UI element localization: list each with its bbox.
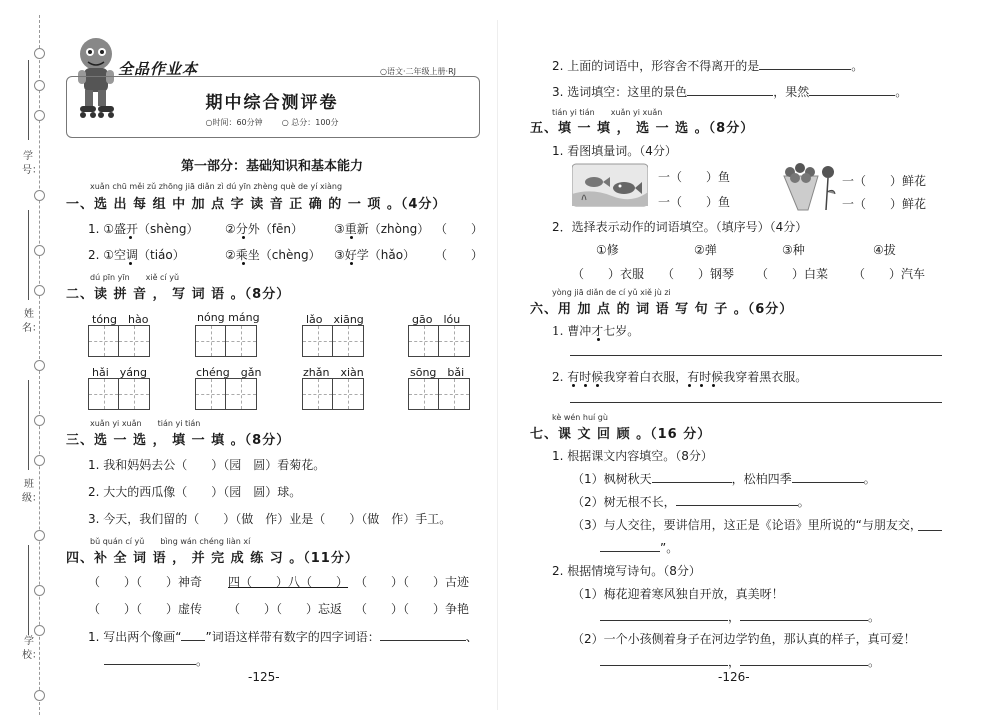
answer-blank[interactable] [918, 530, 942, 531]
grid-pinyin: lǎo xiāng [306, 313, 364, 326]
s4-q3 [552, 83, 907, 100]
s5-blank-2: （ ）钢琴 [662, 267, 735, 281]
binding-hole [34, 190, 45, 201]
binding-hole [34, 455, 45, 466]
s4-q3-text: 3. 选词填空：这里的景色 [552, 85, 688, 99]
binding-hole [34, 80, 45, 91]
writing-grid[interactable] [408, 325, 470, 357]
emphasis-dot [596, 384, 599, 387]
writing-grid[interactable] [302, 325, 364, 357]
grid-pinyin: hǎi yáng [92, 366, 147, 379]
s1-q2-opt1: 2. ①空调（tiáo） [88, 248, 185, 262]
s7-q1-3-end: ”。 [660, 541, 679, 555]
section1-pinyin: xuǎn chū měi zǔ zhōng jiā diǎn zì dú yīn zhèng què de yí xiàng [90, 182, 343, 191]
section5-pinyin: tián yi tián xuǎn yi xuǎn [552, 108, 663, 117]
s4-idiom-5: （ ）（ ）忘返 [228, 602, 343, 616]
s4-q1 [88, 628, 478, 645]
s1-q1-opt3: ③重新（zhòng） [334, 222, 430, 236]
binding-hole [34, 360, 45, 371]
school-label: 学 校： [22, 636, 42, 661]
writing-grid[interactable] [88, 325, 150, 357]
s3-q1: 1. 我和妈妈去公（ ）（园 圆）看菊花。 [88, 458, 326, 472]
s4-idiom-4: （ ）（ ）虚传 [88, 602, 203, 616]
s7-q1-3-cont [600, 539, 678, 556]
answer-blank[interactable] [380, 628, 466, 641]
s5-blank-4: （ ）汽车 [853, 267, 926, 281]
s1-q1-opt2: ②分外（fēn） [225, 222, 303, 236]
section4-title: 四、补 全 词 语 ， 并 完 成 练 习 。（11分） [66, 551, 359, 566]
fish-picture-icon [572, 160, 648, 208]
s4-q3-end: 。 [895, 85, 908, 99]
emphasis-dot [584, 384, 587, 387]
section3-title: 三、选 一 选 ， 填 一 填 。（8分） [66, 433, 291, 448]
emphasis-dot [700, 384, 703, 387]
answer-blank[interactable] [687, 83, 773, 96]
s7-q2-1-answer [600, 608, 880, 625]
emphasis-dot [572, 384, 575, 387]
s7-q1-2-b: 。 [797, 495, 810, 509]
writing-grid[interactable] [88, 378, 150, 410]
section2-title: 二、读 拼 音 ， 写 词 语 。（8分） [66, 287, 291, 302]
writing-grid[interactable] [195, 378, 257, 410]
s5-fish-1: 一（ ）鱼 [658, 170, 731, 184]
exam-score: ○ 总分：100分 [281, 118, 339, 127]
s5-option-3: ③种 [782, 243, 805, 257]
exam-title: 期中综合测评卷 [205, 93, 339, 113]
s3-q2: 2. 大大的西瓜像（ ）（园 圆）球。 [88, 485, 302, 499]
answer-blank[interactable] [740, 653, 868, 666]
emphasis-dot [129, 236, 132, 239]
flower-bouquet-icon [778, 160, 838, 212]
answer-blank[interactable] [740, 608, 868, 621]
exam-meta [66, 117, 478, 128]
binding-hole [34, 690, 45, 701]
s5-q2: 2．选择表示动作的词语填空。（填序号）（4分） [552, 220, 808, 234]
section1-title: 一、选 出 每 组 中 加 点 字 读 音 正 确 的 一 项 。（4分） [66, 197, 447, 212]
answer-blank[interactable] [600, 653, 728, 666]
section6-title: 六、用 加 点 的 词 语 写 句 子 。（6分） [530, 302, 794, 317]
section4-pinyin: bǔ quán cí yǔ bìng wán chéng liàn xí [90, 537, 251, 546]
s4-q1-text-a: 1. 写出两个像画“ [88, 630, 182, 644]
s5-flower-2: 一（ ）鲜花 [842, 197, 927, 211]
s5-option-4: ④拔 [873, 243, 896, 257]
s6-q1: 1. 曹冲才七岁。 [552, 324, 640, 338]
answer-blank[interactable] [600, 608, 728, 621]
binding-rule [28, 380, 29, 470]
emphasis-dot [242, 262, 245, 265]
name-label: 姓 名： [22, 309, 42, 334]
s7-q1-2-a: （2）树无根不长， [572, 495, 676, 509]
s4-idiom-3: （ ）（ ）古迹 [355, 575, 470, 589]
emphasis-dot [350, 262, 353, 265]
brand-name: 全品作业本 [118, 60, 199, 78]
s4-q2-text: 2. 上面的词语中，形容舍不得离开的是 [552, 59, 760, 73]
section5-title: 五、填 一 填 ， 选 一 选 。（8分） [530, 121, 755, 136]
page-number-right: -126- [718, 670, 750, 684]
student-no-label: 学 号： [22, 151, 42, 176]
s4-q1-end: 。 [196, 654, 209, 668]
section6-pinyin: yòng jiā diǎn de cí yǔ xiě jù zi [552, 288, 671, 297]
s4-q2-end: 。 [851, 59, 864, 73]
s7-q2-2-answer [600, 653, 880, 670]
s1-q2-answer: （ ） [435, 248, 484, 262]
section3-pinyin: xuǎn yi xuǎn tián yi tián [90, 419, 201, 428]
emphasis-dot [350, 236, 353, 239]
s4-q1-sep: 、 [465, 630, 478, 644]
part-one-title: 第一部分：基础知识和基本能力 [180, 159, 363, 174]
binding-hole [34, 110, 45, 121]
section7-pinyin: kè wén huí gù [552, 413, 608, 422]
comma: ， [728, 610, 741, 624]
writing-grid[interactable] [302, 378, 364, 410]
s6-q2: 2. 有时候我穿着白衣服，有时候我穿着黑衣服。 [552, 370, 808, 384]
page-divider [497, 20, 498, 710]
s5-q1: 1. 看图填量词。（4分） [552, 144, 677, 158]
answer-blank[interactable] [792, 470, 864, 483]
s5-blank-3: （ ）白菜 [756, 267, 829, 281]
s1-q1-answer: （ ） [435, 222, 484, 236]
s1-q2-opt2: ②乘坐（chèng） [225, 248, 321, 262]
writing-grid[interactable] [195, 325, 257, 357]
binding-rule [28, 545, 29, 635]
answer-blank[interactable] [759, 57, 851, 70]
s1-q2-opt3: ③好学（hǎo） [334, 248, 416, 262]
s3-q3: 3. 今天，我们留的（ ）（做 作）业是（ ）（做 作）手工。 [88, 512, 452, 526]
writing-grid[interactable] [408, 378, 470, 410]
answer-line[interactable] [570, 402, 942, 403]
exam-time: ○时间：60分钟 [205, 118, 263, 127]
grid-pinyin: gāo lóu [412, 313, 461, 326]
s7-q1-1 [572, 470, 876, 487]
s4-q1-text-b: ”词语这样带有数字的四字词语： [205, 630, 380, 644]
s7-q2: 2. 根据情境写诗句。（8分） [552, 564, 701, 578]
grid-pinyin: chéng gǎn [196, 366, 262, 379]
s1-q1-opt1: 1. ①盛开（shèng） [88, 222, 199, 236]
binding-hole [34, 585, 45, 596]
class-label: 班 级： [22, 479, 42, 504]
binding-rule [28, 210, 29, 300]
s5-blank-1: （ ）衣服 [572, 267, 645, 281]
s5-option-1: ①修 [596, 243, 619, 257]
s7-q1: 1. 根据课文内容填空。（8分） [552, 449, 713, 463]
period: 。 [868, 610, 881, 624]
binding-hole [34, 530, 45, 541]
binding-rule [28, 60, 29, 140]
grid-pinyin: nóng máng [197, 311, 260, 324]
emphasis-dot [688, 384, 691, 387]
s7-q2-2: （2）一个小孩侧着身子在河边学钓鱼，那认真的样子，真可爱！ [572, 632, 916, 646]
comma: ， [728, 655, 741, 669]
s7-q2-1: （1）梅花迎着寒风独自开放，真美呀！ [572, 587, 784, 601]
emphasis-dot [129, 262, 132, 265]
s5-option-2: ②弹 [694, 243, 717, 257]
binding-hole [34, 285, 45, 296]
s4-idiom-1: （ ）（ ）神奇 [88, 575, 203, 589]
answer-blank[interactable] [652, 470, 732, 483]
section7-title: 七、课 文 回 顾 。（16 分） [530, 427, 712, 442]
binding-hole [34, 245, 45, 256]
binding-hole [34, 48, 45, 59]
s7-q1-1-b: ，松柏四季 [731, 472, 792, 486]
s4-idiom-2: 四（ ）八（ ） [228, 575, 349, 589]
period: 。 [868, 655, 881, 669]
s4-q3-mid: ，果然 [773, 85, 810, 99]
answer-blank[interactable] [809, 83, 895, 96]
grid-pinyin: zhǎn xiàn [303, 366, 364, 379]
s7-q1-3: （3）与人交往，要讲信用，这正是《论语》里所说的“与朋友交， [572, 518, 922, 532]
emphasis-dot [712, 384, 715, 387]
answer-blank[interactable] [676, 493, 798, 506]
answer-blank[interactable] [104, 652, 196, 665]
page-number-left: -125- [248, 670, 280, 684]
s4-idiom-6: （ ）（ ）争艳 [355, 602, 470, 616]
s4-q2 [552, 57, 863, 74]
grid-pinyin: sōng bǎi [410, 366, 465, 379]
s4-q1-cont [104, 652, 208, 669]
subject-label: ○语文·二年级上册·RJ [380, 67, 456, 76]
grid-pinyin: tóng hào [92, 313, 149, 326]
answer-blank[interactable] [181, 628, 205, 641]
s7-q1-1-a: （1）枫树秋天 [572, 472, 652, 486]
s5-flower-1: 一（ ）鲜花 [842, 174, 927, 188]
emphasis-dot [242, 236, 245, 239]
answer-line[interactable] [570, 355, 942, 356]
s5-fish-2: 一（ ）鱼 [658, 195, 731, 209]
section2-pinyin: dú pīn yīn xiě cí yǔ [90, 273, 180, 282]
answer-blank[interactable] [600, 539, 660, 552]
s7-q1-2 [572, 493, 810, 510]
s7-q1-1-c: 。 [863, 472, 876, 486]
binding-hole [34, 415, 45, 426]
emphasis-dot [597, 338, 600, 341]
